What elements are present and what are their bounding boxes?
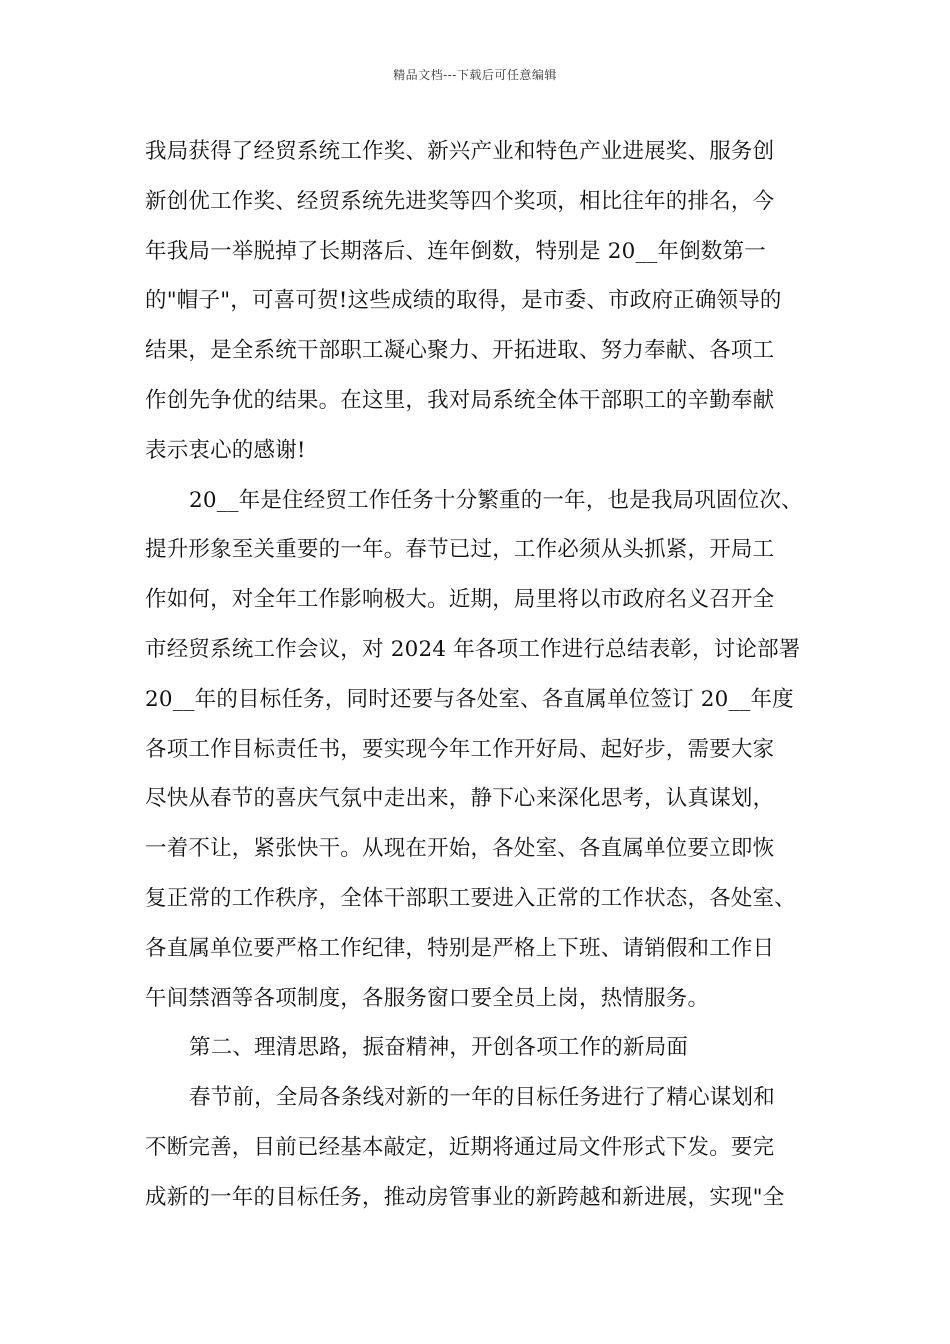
text-line: 提升形象至关重要的一年。春节已过，工作必须从头抓紧，开局工 (145, 537, 775, 563)
text-line: 一着不让，紧张快干。从现在开始，各处室、各直属单位要立即恢 (145, 836, 775, 862)
paragraph-start-line: 春节前，全局各条线对新的一年的目标任务进行了精心谋划和 (189, 1085, 775, 1111)
document-body (145, 136, 810, 1232)
text-line: 各直属单位要严格工作纪律，特别是严格上下班、请销假和工作日 (145, 935, 775, 961)
text-line: 新创优工作奖、经贸系统先进奖等四个奖项，相比往年的排名，今 (145, 188, 775, 214)
text-line: 市经贸系统工作会议，对 2024 年各项工作进行总结表彰，讨论部署 (145, 636, 801, 662)
text-line: 20__年的目标任务，同时还要与各处室、各直属单位签订 20__年度 (145, 686, 794, 712)
section-heading: 第二、理清思路，振奋精神，开创各项工作的新局面 (189, 1035, 689, 1061)
text-line: 尽快从春节的喜庆气氛中走出来，静下心来深化思考，认真谋划， (145, 786, 775, 812)
text-line: 结果，是全系统干部职工凝心聚力、开拓进取、努力奉献、各项工 (145, 338, 775, 364)
text-line: 成新的一年的目标任务，推动房管事业的新跨越和新进展，实现"全 (145, 1184, 785, 1210)
text-line: 表示衷心的感谢! (145, 437, 306, 463)
text-line: 作如何，对全年工作影响极大。近期，局里将以市政府名义召开全 (145, 587, 775, 613)
text-line: 复正常的工作秩序，全体干部职工要进入正常的工作状态，各处室、 (145, 885, 797, 911)
text-line: 我局获得了经贸系统工作奖、新兴产业和特色产业进展奖、服务创 (145, 139, 775, 164)
paragraph-start-line: 20__年是住经贸工作任务十分繁重的一年，也是我局巩固位次、 (189, 487, 803, 513)
text-line: 作创先争优的结果。在这里，我对局系统全体干部职工的辛勤奉献 (145, 387, 775, 413)
text-line: 的"帽子"，可喜可贺!这些成绩的取得，是市委、市政府正确领导的 (145, 288, 782, 314)
text-line: 各项工作目标责任书，要实现今年工作开好局、起好步，需要大家 (145, 736, 775, 762)
text-line: 年我局一举脱掉了长期落后、连年倒数，特别是 20__年倒数第一 (145, 238, 766, 264)
text-line: 不断完善，目前已经基本敲定，近期将通过局文件形式下发。要完 (145, 1134, 775, 1160)
text-line: 午间禁酒等各项制度，各服务窗口要全员上岗，热情服务。 (145, 985, 710, 1011)
page-header: 精品文档---下载后可任意编辑 (393, 68, 557, 82)
